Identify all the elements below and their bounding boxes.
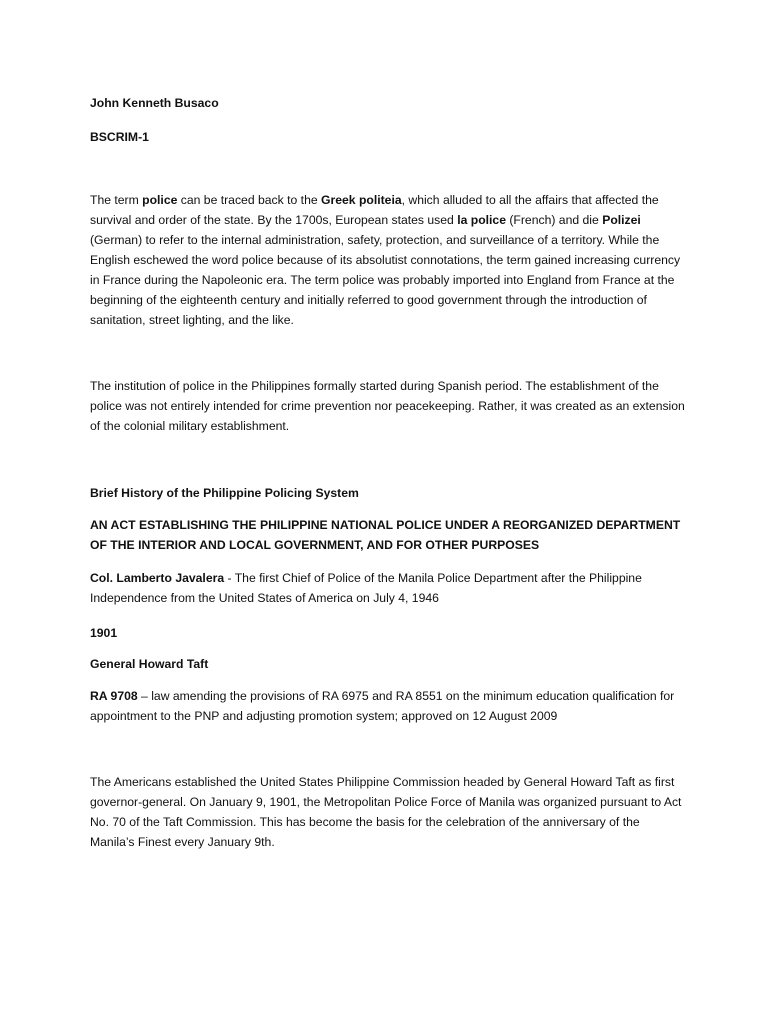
ra-description: – law amending the provisions of RA 6975 and RA 8551 on the minimum education qualification for appointment to the PNP and adjusting promotion system; approved on 12 August 2009	[90, 689, 675, 723]
para1-text-5: (German) to refer to the internal administration, safety, protection, and surveillance of a territory. While the English eschewed the word police because of its absolutist connotations, the term gained increasing currency in France during the Napoleonic era. The term police was probably imported into England from France at the beginning of the eighteenth century and initially referred to good government through the introduction of sanitation, street lighting, and the like.	[90, 233, 681, 327]
para1-text-2: can be traced back to the	[177, 193, 322, 207]
para1-text-1: The term	[90, 193, 143, 207]
para1-bold-la-police: la police	[457, 213, 506, 227]
javalera-name: Col. Lamberto Javalera	[90, 571, 225, 585]
para1-text-3: , which alluded to all the affairs that affected the survival and order of the state. By the 1700s, European states used	[90, 193, 659, 227]
author-name: John Kenneth Busaco	[90, 96, 219, 110]
taft-label: General Howard Taft	[90, 657, 209, 671]
section-heading: Brief History of the Philippine Policing System	[90, 486, 359, 500]
javalera-entry	[90, 568, 685, 608]
paragraph-american-commission: The Americans established the United States Philippine Commission headed by General Howard Taft as first governor-general. On January 9, 1901, the Metropolitan Police Force of Manila was organized pursuant to Act No. 70 of the Taft Commission. This has become the basis for the celebration of the anniversary of the Manila’s Finest every January 9th.	[90, 775, 682, 849]
para1-text-4: (French) and die	[505, 213, 603, 227]
year-label: 1901	[90, 626, 118, 640]
javalera-description: - The first Chief of Police of the Manila Police Department after the Philippine Independence from the United States of America on July 4, 1946	[90, 571, 642, 605]
para1-bold-police: police	[142, 193, 178, 207]
act-title: AN ACT ESTABLISHING THE PHILIPPINE NATIONAL POLICE UNDER A REORGANIZED DEPARTMENT OF THE INTERIOR AND LOCAL GOVERNMENT, AND FOR OTHER PURPOSES	[90, 518, 681, 552]
ra-9708-entry	[90, 686, 685, 726]
para1-bold-polizei: Polizei	[602, 213, 641, 227]
ra-code: RA 9708	[90, 689, 138, 703]
paragraph-police-origin	[90, 190, 685, 330]
para1-bold-greek-politeia: Greek politeia	[321, 193, 402, 207]
paragraph-institution: The institution of police in the Philippines formally started during Spanish period. The establishment of the police was not entirely intended for crime prevention nor peacekeeping. Rather, it was created as an extension of the colonial military establishment.	[90, 379, 685, 433]
course-code: BSCRIM-1	[90, 130, 149, 144]
